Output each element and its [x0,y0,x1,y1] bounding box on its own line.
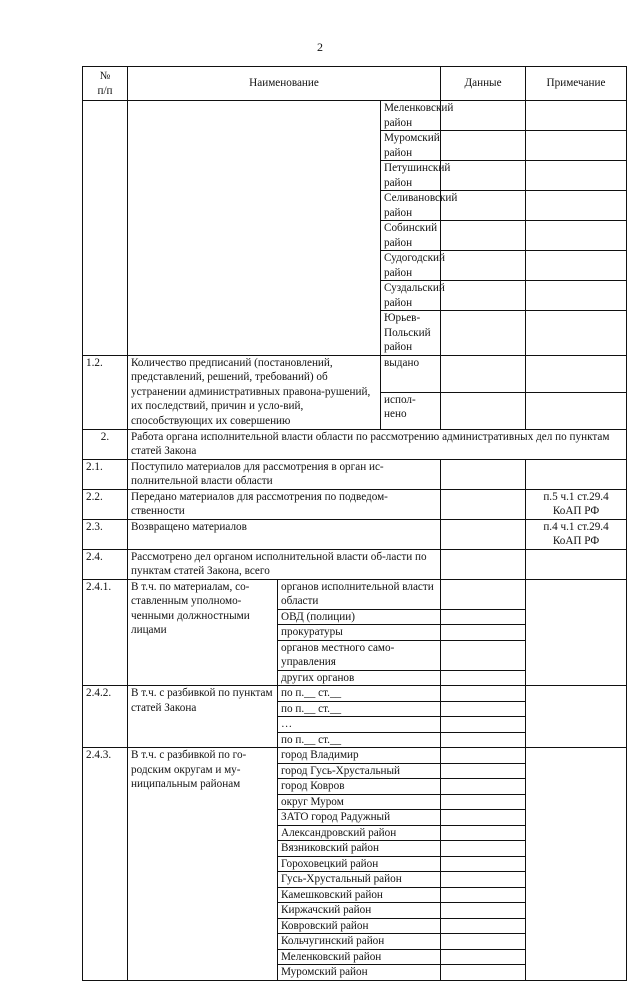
district-label: Суздальский район [381,281,441,311]
row-2-4-3-sub-label: город Гусь-Хрустальный [278,763,441,779]
row-2-4-3-sub-label: город Владимир [278,748,441,764]
row-2-1-note [526,459,627,489]
row-2-4-3-sub-label: Гороховецкий район [278,856,441,872]
row-2-4-3-sub-label: Камешковский район [278,887,441,903]
row-2-4-3-data [441,934,526,950]
row-2-4-2-text: В т.ч. с разбивкой по пунктам статей Закона [128,686,278,748]
row-2-1-text: Поступило материалов для рассмотрения в орган ис-полнительной власти области [128,459,441,489]
row-2-4-2-group [83,686,627,748]
row-1-2-num: 1.2. [83,355,128,429]
row-2-3-note: п.4 ч.1 ст.29.4 КоАП РФ [526,519,627,549]
page-number: 2 [317,40,323,54]
row-2-4-3-data [441,841,526,857]
header-num: № п/п [83,67,128,101]
row-1-2-note-1 [526,355,627,392]
row-2-4-3-note [526,748,627,981]
row-2-4-3-sub-label: ЗАТО город Радужный [278,810,441,826]
district-note [526,311,627,356]
row-2-4-3-sub-label: Меленковский район [278,949,441,965]
row-2-3-text: Возвращено материалов [128,519,441,549]
row-2-4-3-sub-label: Киржачский район [278,903,441,919]
report-table [82,66,627,981]
row-2-4-3-data [441,887,526,903]
row-2-4-3-sub-label: Муромский район [278,965,441,981]
district-data [441,311,526,356]
district-note [526,101,627,131]
row-2-4-1-sub-label: ОВД (полиции) [278,609,441,625]
row-2-4-3-sub-label: Гусь-Хрустальный район [278,872,441,888]
row-2-text: Работа органа исполнительной власти области по рассмотрению административных дел по пунктам статей Закона [128,429,627,459]
district-note [526,251,627,281]
row-2-4-3-data [441,779,526,795]
header-name: Наименование [128,67,441,101]
row-2-4-1-group [83,579,627,686]
row-2-4-3-sub-label: город Ковров [278,779,441,795]
district-data [441,131,526,161]
row-2-4-3-sub-label: Ковровский район [278,918,441,934]
row-2-2-data [441,489,526,519]
district-note [526,191,627,221]
header-data: Данные [441,67,526,101]
row-2-4-1-num: 2.4.1. [83,579,128,686]
header-note: Примечание [526,67,627,101]
row-2-4-3-group [83,748,627,981]
row-2-4-1-sub-label: прокуратуры [278,625,441,641]
row-2-4-3-data [441,763,526,779]
row-2-4-2-note [526,686,627,748]
district-label: Петушинский район [381,161,441,191]
row-2-4-3-num: 2.4.3. [83,748,128,981]
row-2-3-data [441,519,526,549]
row-2-4-data [441,549,526,579]
row-2-4-note [526,549,627,579]
row-2-4-3-data [441,949,526,965]
row-2-4-3-data [441,918,526,934]
row-2-4-3-data [441,856,526,872]
district-label: Селивановский район [381,191,441,221]
row-2-4-3-text: В т.ч. с разбивкой по го-родским округам и му-ниципальным районам [128,748,278,981]
district-data [441,251,526,281]
row-2-4-1-data [441,625,526,641]
district-label: Собинский район [381,221,441,251]
row-2-4-3-data [441,825,526,841]
row-2-4-3-data [441,810,526,826]
district-label: Муромский район [381,131,441,161]
row-2-1-data [441,459,526,489]
row-2-4-3-data [441,748,526,764]
row-2-4-1-sub-label: органов исполнительной власти области [278,579,441,609]
row-1-2-sub-issued: выдано [381,355,441,392]
row-2-4-2-sub-label: … [278,717,441,733]
row-2-4-1-note [526,579,627,686]
row-1-2-note-2 [526,392,627,429]
row-2-4-2-data [441,701,526,717]
district-data [441,281,526,311]
row-2-4-num: 2.4. [83,549,128,579]
row-2-2-num: 2.2. [83,489,128,519]
row-2-1-num: 2.1. [83,459,128,489]
top-districts-name [128,101,381,356]
row-2-3-num: 2.3. [83,519,128,549]
row-2-4-3-sub-label: Александровский район [278,825,441,841]
district-data [441,221,526,251]
row-2-4-1-data [441,579,526,609]
row-2-4-2-sub-label: по п.__ ст.__ [278,701,441,717]
row-2-4-2-data [441,732,526,748]
row-2-4-3-data [441,872,526,888]
row-2-num: 2. [83,429,128,459]
district-note [526,281,627,311]
row-1-2-text: Количество предписаний (постановлений, представлений, решений, требований) об устранении административных правона-рушений, их последствий, причин и усло-вий, способствующих их совершению [128,355,381,429]
row-2-4-1-data [441,609,526,625]
row-2-4-1-text: В т.ч. по материалам, со-ставленным уполномо-ченными должностными лицами [128,579,278,686]
row-2-4-1-data [441,670,526,686]
row-2-4-3-sub-label: Кольчугинский район [278,934,441,950]
row-2-4-2-sub-label: по п.__ ст.__ [278,732,441,748]
district-label: Меленковский район [381,101,441,131]
row-2-4-3-sub-label: Вязниковский район [278,841,441,857]
top-districts-num [83,101,128,356]
row-2-4-2-data [441,686,526,702]
district-data [441,161,526,191]
top-districts-group [83,101,627,356]
row-1-2-data-1 [441,355,526,392]
row-2-4-3-sub-label: округ Муром [278,794,441,810]
row-2-2-note: п.5 ч.1 ст.29.4 КоАП РФ [526,489,627,519]
row-2-4-2-num: 2.4.2. [83,686,128,748]
district-note [526,131,627,161]
row-2-4-1-sub-label: других органов [278,670,441,686]
row-2-4-1-data [441,640,526,670]
row-2-4-3-data [441,965,526,981]
row-1-2-data-2 [441,392,526,429]
row-2-4-2-data [441,717,526,733]
row-2-2-text: Передано материалов для рассмотрения по подведом-ственности [128,489,441,519]
district-label: Юрьев-Польский район [381,311,441,356]
district-data [441,101,526,131]
row-2-4-3-data [441,794,526,810]
row-1-2-sub-executed: испол-нено [381,392,441,429]
row-2-4-1-sub-label: органов местного само-управления [278,640,441,670]
district-label: Судогодский район [381,251,441,281]
row-2-4-text: Рассмотрено дел органом исполнительной власти об-ласти по пунктам статей Закона, всего [128,549,441,579]
row-2-4-2-sub-label: по п.__ ст.__ [278,686,441,702]
district-note [526,221,627,251]
district-note [526,161,627,191]
